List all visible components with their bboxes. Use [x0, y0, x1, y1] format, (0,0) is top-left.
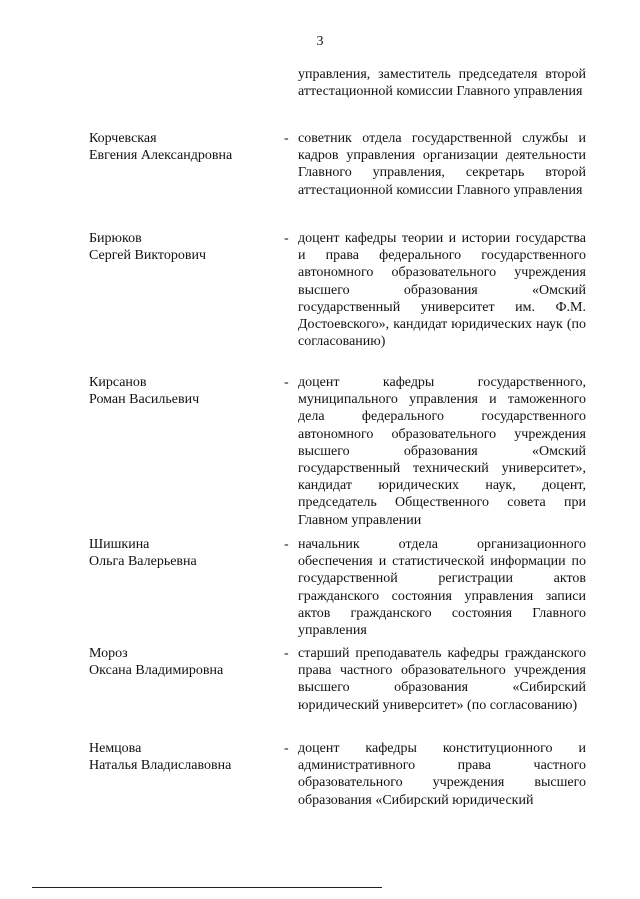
member-position-description: доцент кафедры теории и истории государства и права федерального государственного автономного образовательного учреждения высшего образования «Омский государственный университет им. Ф.М. Достоевского», кандидат юридических наук (по согласованию): [298, 231, 586, 350]
entry-dash: -: [284, 131, 289, 146]
member-position-description: доцент кафедры конституционного и административного права частного образовательного учреждения высшего образования «Сибирский юридический: [298, 741, 586, 808]
member-given-names: Оксана Владимировна: [89, 663, 224, 678]
entry-dash: -: [284, 646, 289, 661]
member-surname: Бирюков: [89, 231, 142, 246]
member-given-names: Наталья Владиславовна: [89, 758, 232, 773]
member-position-description: начальник отдела организационного обеспечения и статистической информации по государственной регистрации актов гражданского состояния управления записи актов гражданского состояния Главного управления: [298, 537, 586, 639]
member-given-names: Евгения Александровна: [89, 148, 233, 163]
footer-rule: [32, 887, 382, 888]
entry-dash: -: [284, 231, 289, 246]
member-given-names: Сергей Викторович: [89, 248, 207, 263]
continued-description: управления, заместитель председателя второй аттестационной комиссии Главного управления: [298, 67, 586, 100]
member-position-description: доцент кафедры государственного, муниципального управления и таможенного дела федерального государственного автономного образовательного учреждения высшего образования «Омский государственный технический университет», кандидат юридических наук, доцент, председатель Общественного совета при Главном управлении: [298, 375, 586, 528]
entry-dash: -: [284, 375, 289, 390]
entry-dash: -: [284, 537, 289, 552]
member-surname: Шишкина: [89, 537, 150, 552]
member-given-names: Ольга Валерьевна: [89, 554, 197, 569]
member-position-description: советник отдела государственной службы и кадров управления организации деятельности Главного управления, секретарь второй аттестационной комиссии Главного управления: [298, 131, 586, 198]
page-number: 3: [316, 34, 324, 49]
entry-dash: -: [284, 741, 289, 756]
member-surname: Немцова: [89, 741, 142, 756]
member-surname: Мороз: [89, 646, 128, 661]
member-surname: Кирсанов: [89, 375, 147, 390]
member-surname: Корчевская: [89, 131, 157, 146]
member-given-names: Роман Васильевич: [89, 392, 200, 407]
member-position-description: старший преподаватель кафедры гражданского права частного образовательного учреждения высшего образования «Сибирский юридический университет» (по согласованию): [298, 646, 586, 713]
